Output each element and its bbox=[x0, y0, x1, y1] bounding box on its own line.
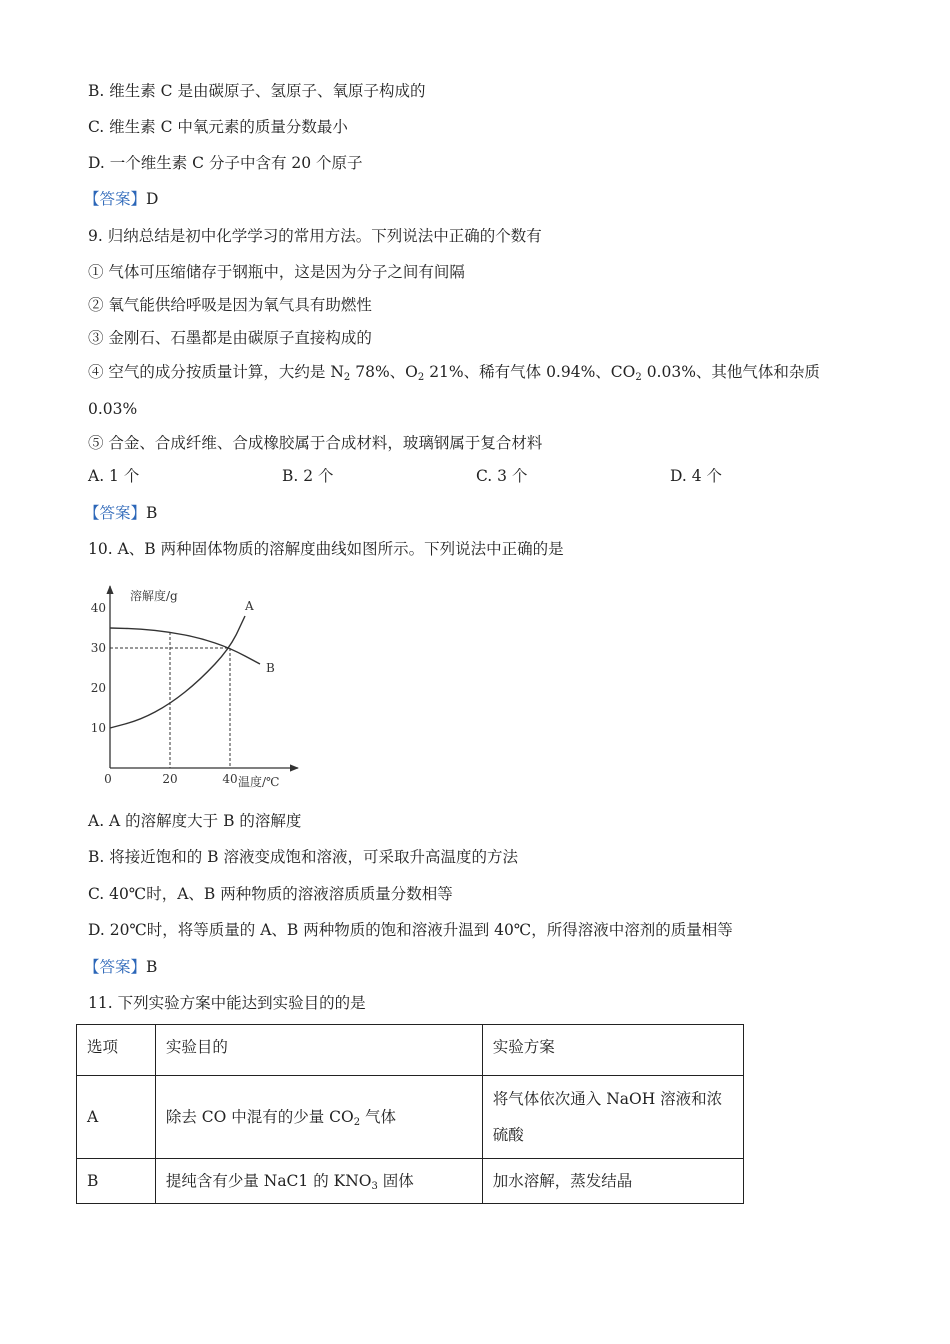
answer-value: D bbox=[146, 190, 159, 208]
q9-statement-2: ② 氧气能供给呼吸是因为氧气具有助燃性 bbox=[88, 296, 372, 314]
q9-statement-4 bbox=[88, 362, 820, 382]
row-a-plan bbox=[482, 1076, 743, 1159]
chart-series bbox=[110, 616, 260, 728]
answer-value: B bbox=[146, 958, 158, 976]
q10-option-c: C. 40℃时，A、B 两种物质的溶液溶质质量分数相等 bbox=[88, 885, 453, 903]
answer-value: B bbox=[146, 504, 158, 522]
q11-stem: 11. 下列实验方案中能达到实验目的的是 bbox=[88, 994, 366, 1012]
answer-label: 【答案】 bbox=[84, 958, 147, 976]
row-a-goal-part-b: 气体 bbox=[360, 1108, 397, 1126]
q9-option-a: A. 1 个 bbox=[88, 467, 140, 485]
q9-option-d: D. 4 个 bbox=[670, 467, 723, 485]
q9-statement-1: ① 气体可压缩储存于钢瓶中，这是因为分子之间有间隔 bbox=[88, 263, 465, 281]
table-row bbox=[77, 1076, 744, 1159]
q9-option-c: C. 3 个 bbox=[476, 467, 528, 485]
chart-guides bbox=[110, 632, 230, 768]
y-axis-label: 溶解度/g bbox=[130, 589, 178, 603]
q9-statement-5: ⑤ 合金、合成纤维、合成橡胶属于合成材料，玻璃钢属于复合材料 bbox=[88, 434, 543, 452]
row-b-goal-part-a: 提纯含有少量 NaC1 的 KNO bbox=[165, 1172, 372, 1190]
row-b-goal-subscript: 3 bbox=[371, 1181, 378, 1192]
y-tick-label: 30 bbox=[90, 641, 106, 655]
q9-s4-co2-subscript: 2 bbox=[635, 372, 642, 383]
y-tick-label: 10 bbox=[90, 721, 106, 735]
header-plan: 实验方案 bbox=[482, 1025, 743, 1076]
q9-option-b: B. 2 个 bbox=[282, 467, 334, 485]
row-b-goal bbox=[155, 1159, 482, 1204]
header-option: 选项 bbox=[77, 1025, 156, 1076]
q9-answer bbox=[84, 503, 157, 523]
chart-labels bbox=[91, 588, 280, 789]
q9-s4-part-d: 0.03%、其他气体和杂质 bbox=[641, 363, 820, 381]
table-row bbox=[77, 1159, 744, 1204]
chart-axes bbox=[110, 586, 298, 768]
row-b-option: B bbox=[77, 1159, 156, 1204]
q9-s4-n2-subscript: 2 bbox=[343, 372, 351, 383]
row-a-plan-line-2: 硫酸 bbox=[492, 1126, 524, 1144]
origin-label: 0 bbox=[104, 772, 112, 786]
row-b-goal-part-b: 固体 bbox=[377, 1172, 414, 1190]
row-b-plan: 加水溶解，蒸发结晶 bbox=[482, 1159, 743, 1204]
table-header-row bbox=[77, 1025, 744, 1076]
q9-s4-part-b: 78%、O bbox=[350, 363, 418, 381]
x-axis-label: 温度/℃ bbox=[238, 775, 280, 789]
q10-option-b: B. 将接近饱和的 B 溶液变成饱和溶液，可采取升高温度的方法 bbox=[88, 848, 518, 866]
x-tick-label: 40 bbox=[222, 772, 238, 786]
solubility-chart bbox=[88, 578, 308, 798]
q10-option-d: D. 20℃时，将等质量的 A、B 两种物质的饱和溶液升温到 40℃，所得溶液中溶剂的质量相等 bbox=[88, 921, 733, 939]
answer-label: 【答案】 bbox=[84, 504, 147, 522]
y-tick-label: 40 bbox=[90, 601, 106, 615]
q9-s4-part-c: 21%、稀有气体 0.94%、CO bbox=[424, 363, 636, 381]
q10-option-a: A. A 的溶解度大于 B 的溶解度 bbox=[88, 812, 302, 830]
row-a-option: A bbox=[77, 1076, 156, 1159]
q9-statement-3: ③ 金刚石、石墨都是由碳原子直接构成的 bbox=[88, 329, 372, 347]
q9-s4-o2-subscript: 2 bbox=[417, 372, 425, 383]
q8-answer bbox=[84, 189, 158, 209]
q9-stem: 9. 归纳总结是初中化学学习的常用方法。下列说法中正确的个数有 bbox=[88, 227, 542, 245]
row-a-goal-subscript: 2 bbox=[353, 1117, 361, 1128]
row-a-goal-part-a: 除去 CO 中混有的少量 CO bbox=[165, 1108, 354, 1126]
curve-A bbox=[110, 616, 245, 728]
series-label-A: A bbox=[245, 599, 254, 613]
q10-answer bbox=[84, 957, 157, 977]
answer-label: 【答案】 bbox=[84, 190, 147, 208]
q9-s4-part-a: ④ 空气的成分按质量计算，大约是 N bbox=[88, 363, 344, 381]
y-tick-label: 20 bbox=[90, 681, 106, 695]
experiment-table bbox=[76, 1024, 744, 1204]
row-a-plan-line-1: 将气体依次通入 NaOH 溶液和浓 bbox=[492, 1090, 723, 1108]
q9-statement-4-cont: 0.03% bbox=[88, 400, 138, 418]
header-goal: 实验目的 bbox=[155, 1025, 482, 1076]
q8-option-c: C. 维生素 C 中氧元素的质量分数最小 bbox=[88, 118, 348, 136]
q10-stem: 10. A、B 两种固体物质的溶解度曲线如图所示。下列说法中正确的是 bbox=[88, 540, 564, 558]
row-a-goal bbox=[155, 1076, 482, 1159]
q8-option-b: B. 维生素 C 是由碳原子、氢原子、氧原子构成的 bbox=[88, 82, 426, 100]
x-tick-label: 20 bbox=[162, 772, 178, 786]
series-label-B: B bbox=[266, 661, 275, 675]
q8-option-d: D. 一个维生素 C 分子中含有 20 个原子 bbox=[88, 154, 363, 172]
